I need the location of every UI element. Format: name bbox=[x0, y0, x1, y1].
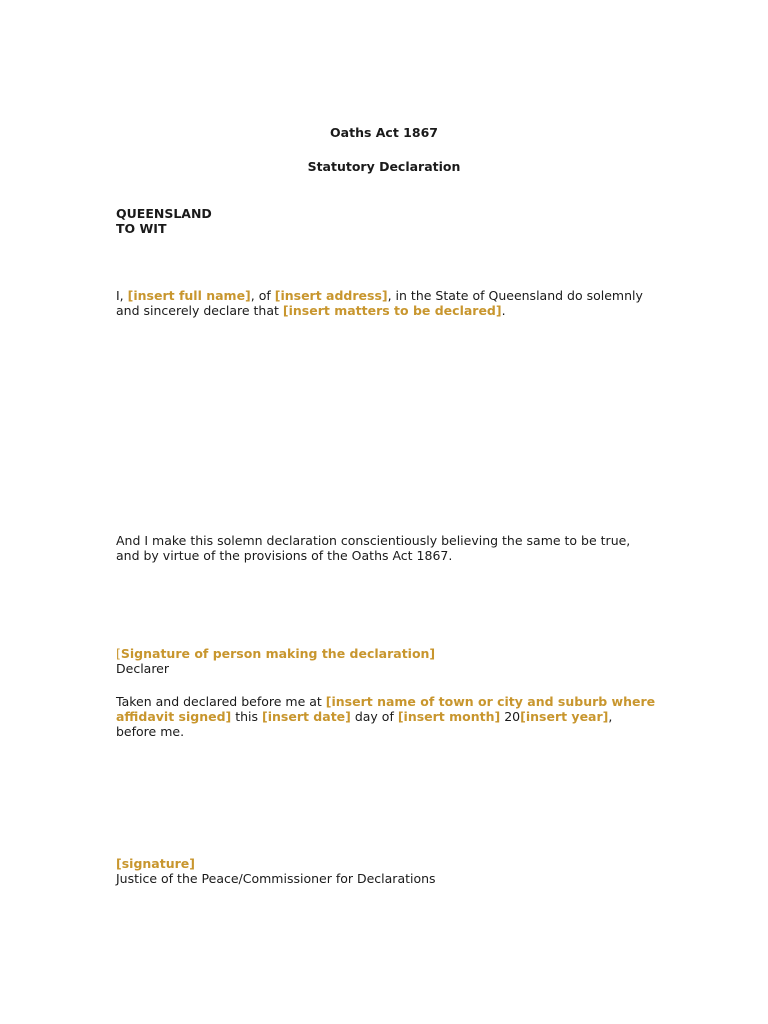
declaration-paragraph bbox=[116, 288, 656, 318]
state-name: QUEENSLAND bbox=[116, 206, 212, 221]
declarer-signature-block bbox=[116, 646, 656, 676]
placeholder-full-name: [insert full name] bbox=[127, 288, 251, 303]
taken-text-4: 20 bbox=[500, 709, 521, 724]
signature-open-bracket: [ bbox=[116, 646, 121, 661]
jurisdiction-block bbox=[116, 206, 656, 236]
placeholder-month: [insert month] bbox=[397, 709, 501, 724]
taken-text-3: day of bbox=[350, 709, 398, 724]
declarer-label: Declarer bbox=[116, 661, 170, 676]
placeholder-witness-signature: [signature] bbox=[116, 856, 195, 871]
placeholder-place: [insert name of town or city and suburb where affidavit signed] bbox=[116, 694, 656, 724]
declaration-text-1: I, bbox=[116, 288, 128, 303]
declaration-text-3: , in the State of Queensland do solemnly and sincerely declare that bbox=[116, 288, 643, 318]
taken-text-2: this bbox=[231, 709, 262, 724]
declarer-signature-line bbox=[116, 646, 656, 661]
declaration-text-4: . bbox=[501, 303, 506, 318]
placeholder-year: [insert year] bbox=[520, 709, 609, 724]
taken-before-paragraph bbox=[116, 694, 656, 739]
witness-title: Justice of the Peace/Commissioner for Declarations bbox=[116, 871, 436, 886]
document-title: Statutory Declaration bbox=[307, 159, 461, 174]
solemn-declaration-paragraph: And I make this solemn declaration conscientiously believing the same to be true, and by virtue of the provisions of the Oaths Act 1867. bbox=[116, 533, 631, 563]
taken-text-1: Taken and declared before me at bbox=[116, 694, 326, 709]
placeholder-declarer-signature: Signature of person making the declaration] bbox=[120, 646, 436, 661]
placeholder-matters-declared: [insert matters to be declared] bbox=[282, 303, 502, 318]
to-wit-label: TO WIT bbox=[116, 221, 167, 236]
act-title: Oaths Act 1867 bbox=[330, 125, 438, 140]
placeholder-address: [insert address] bbox=[274, 288, 388, 303]
declaration-text-2: , of bbox=[250, 288, 275, 303]
placeholder-date: [insert date] bbox=[262, 709, 351, 724]
witness-signature-block bbox=[116, 856, 656, 886]
taken-text-5: , before me. bbox=[116, 709, 613, 739]
